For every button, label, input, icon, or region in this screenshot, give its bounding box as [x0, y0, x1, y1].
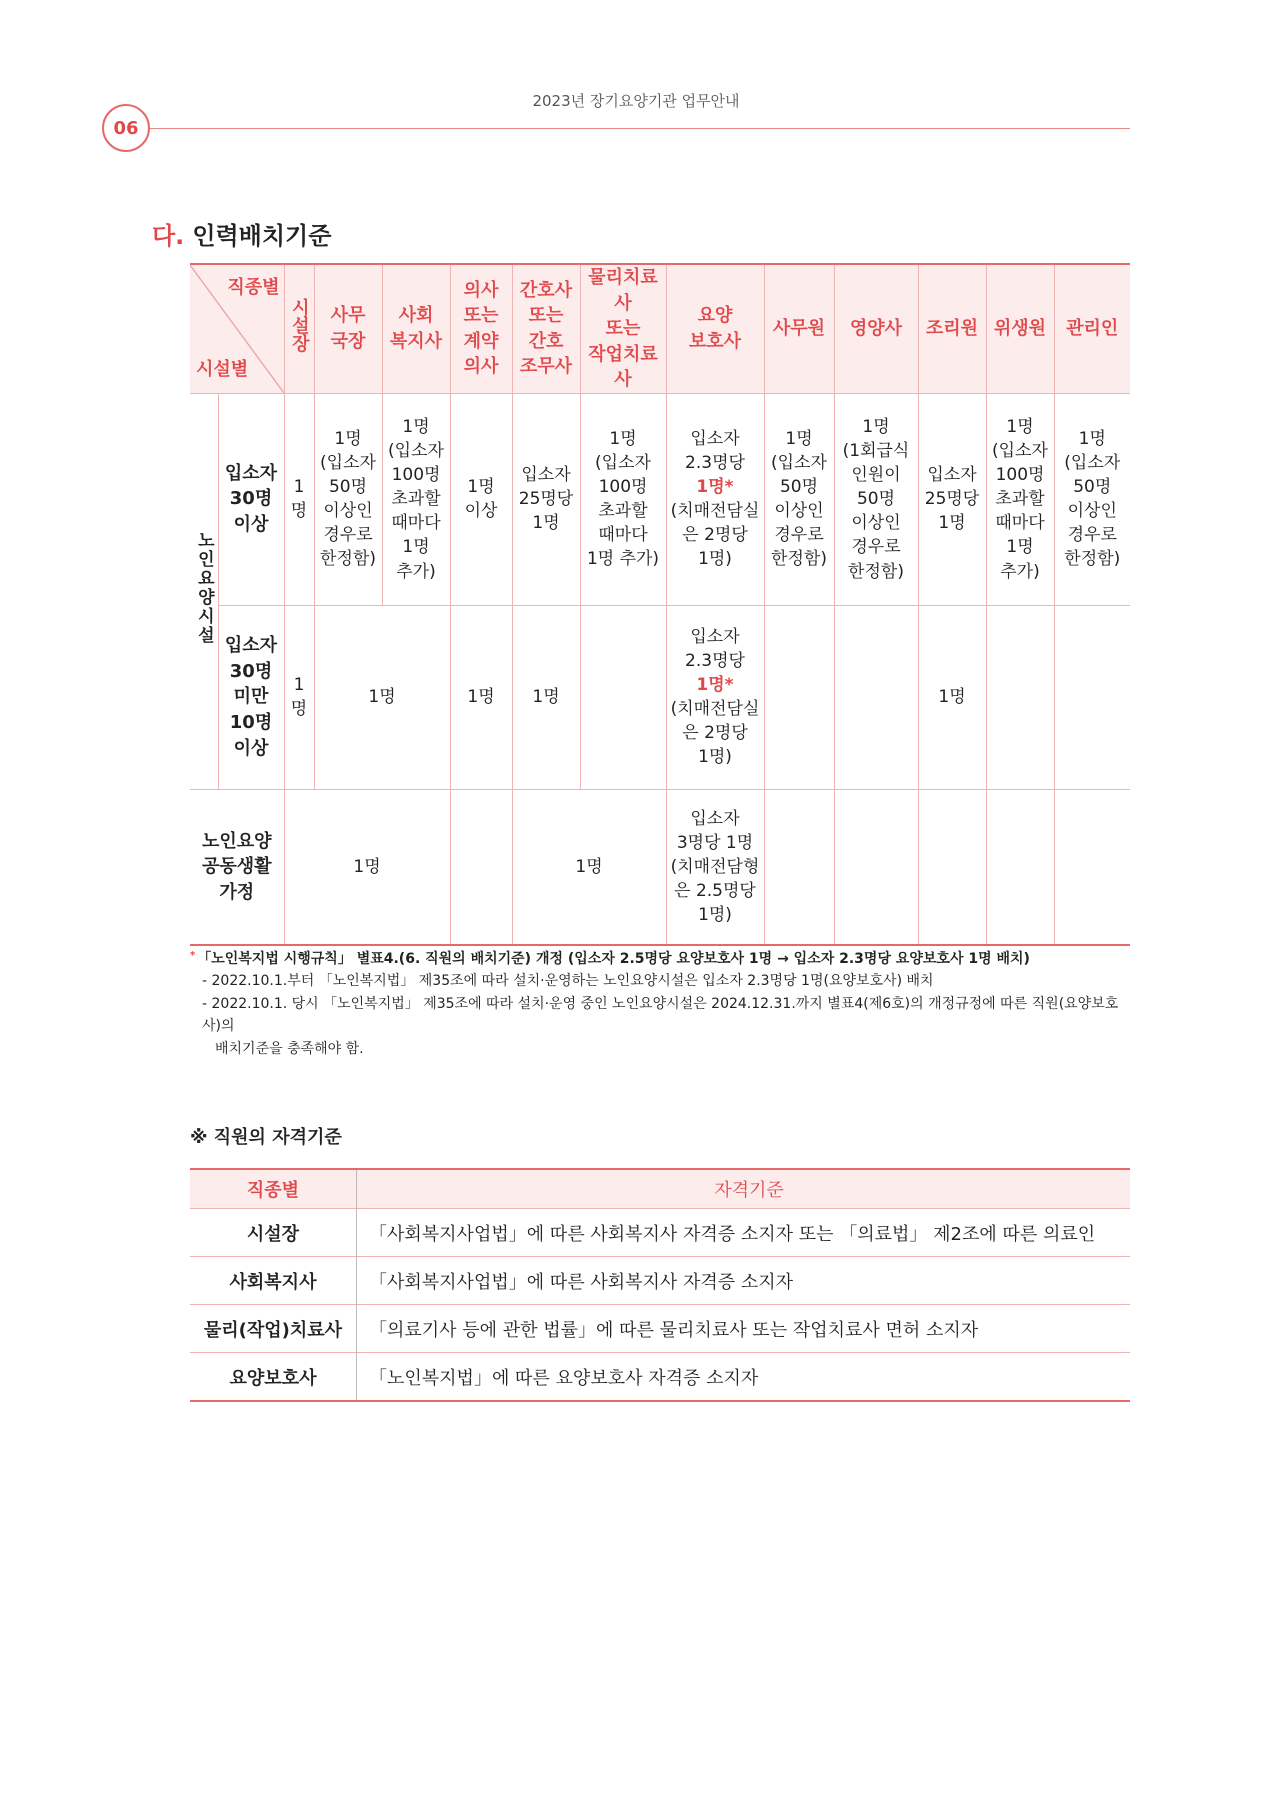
table-row [190, 1353, 1130, 1402]
table-row [190, 789, 1130, 945]
table-cell: 1명 (입소자 100명 초과할 때마다 1명 추가) [382, 393, 450, 605]
column-header: 간호사 또는 간호 조무사 [512, 264, 580, 393]
job-cell: 시설장 [190, 1209, 357, 1257]
table-cell [450, 789, 512, 945]
column-header: 의사 또는 계약 의사 [450, 264, 512, 393]
table-cell [764, 789, 834, 945]
qualification-title: ※ 직원의 자격기준 [190, 1127, 342, 1148]
care-ratio-highlight: 1명* [696, 477, 734, 498]
table-cell [986, 789, 1054, 945]
footnotes [190, 948, 1130, 1060]
page-number: 06 [113, 117, 139, 139]
row-label: 입소자 30명 이상 [218, 393, 284, 605]
table-cell: 입소자 2.3명당 1명* (치매전담실 은 2명당 1명) [666, 393, 764, 605]
table-row [190, 1209, 1130, 1257]
table-cell [580, 605, 666, 789]
table-cell [764, 605, 834, 789]
table-cell: 1명 [512, 605, 580, 789]
table-cell [834, 789, 918, 945]
table-cell: 1명 (1회급식 인원이 50명 이상인 경우로 한정함) [834, 393, 918, 605]
corner-header [190, 264, 284, 393]
footnote-sub: - 2022.10.1.부터 「노인복지법」 제35조에 따라 설치·운영하는 노인요양시설은 입소자 2.3명당 1명(요양보호사) 배치 [202, 973, 934, 990]
footnote-star: * [190, 950, 196, 961]
criteria-cell: 「노인복지법」에 따른 요양보호사 자격증 소지자 [357, 1353, 1131, 1402]
table-cell: 1명 [284, 605, 314, 789]
page-number-badge [102, 104, 150, 152]
table-cell: 1명 [284, 789, 450, 945]
footnote-main: * 「노인복지법 시행규칙」 별표4.(6. 직원의 배치기준) 개정 (입소자 2.5명당 요양보호사 1명 → 입소자 2.3명당 요양보호사 1명 배치) [190, 950, 1030, 967]
document-title: 2023년 장기요양기관 업무안내 [532, 92, 740, 110]
table-cell: 1명 이상 [450, 393, 512, 605]
section-title-text: 인력배치기준 [192, 222, 332, 250]
job-cell: 사회복지사 [190, 1257, 357, 1305]
table-row [190, 1305, 1130, 1353]
table-cell [1054, 605, 1130, 789]
table-cell [918, 789, 986, 945]
column-header: 물리치료사 또는 작업치료사 [580, 264, 666, 393]
qualification-table [190, 1168, 1130, 1402]
staffing-header-row [190, 264, 1130, 393]
footnote-sub-continued: 배치기준을 충족해야 함. [215, 1040, 364, 1057]
table-cell: 1명 [450, 605, 512, 789]
table-cell: 입소자 25명당 1명 [918, 393, 986, 605]
column-header: 요양 보호사 [666, 264, 764, 393]
table-cell [834, 605, 918, 789]
table-cell: 1명 (입소자 50명 이상인 경우로 한정함) [314, 393, 382, 605]
staffing-table [190, 263, 1130, 946]
group-label-cell: 노인요양시설 [190, 393, 218, 789]
table-cell: 1명 [512, 789, 666, 945]
table-cell: 입소자 3명당 1명 (치매전담형 은 2.5명당 1명) [666, 789, 764, 945]
header-divider [150, 128, 1130, 129]
criteria-cell: 「사회복지사업법」에 따른 사회복지사 자격증 소지자 또는 「의료법」 제2조에 따른 의료인 [357, 1209, 1131, 1257]
section-title [152, 216, 331, 251]
table-cell [986, 605, 1054, 789]
table-cell: 입소자 2.3명당 1명* (치매전담실 은 2명당 1명) [666, 605, 764, 789]
table-cell: 1명 [284, 393, 314, 605]
job-cell: 물리(작업)치료사 [190, 1305, 357, 1353]
column-header: 직종별 [190, 1169, 357, 1209]
column-header: 영양사 [834, 264, 918, 393]
column-header: 조리원 [918, 264, 986, 393]
corner-bottom-label: 시설별 [196, 359, 249, 381]
criteria-cell: 「의료기사 등에 관한 법률」에 따른 물리치료사 또는 작업치료사 면허 소지자 [357, 1305, 1131, 1353]
column-header: 관리인 [1054, 264, 1130, 393]
table-row [190, 1257, 1130, 1305]
footnote-sub: - 2022.10.1. 당시 「노인복지법」 제35조에 따라 설치·운영 중인 노인요양시설은 2024.12.31.까지 별표4(제6호)의 개정규정에 따른 직원(요양보호사)의 [202, 995, 1119, 1035]
table-cell: 1명 (입소자 50명 이상인 경우로 한정함) [1054, 393, 1130, 605]
table-cell: 입소자 25명당 1명 [512, 393, 580, 605]
column-header: 자격기준 [357, 1169, 1131, 1209]
column-header: 사무 국장 [314, 264, 382, 393]
table-row [190, 605, 1130, 789]
table-cell: 1명 (입소자 50명 이상인 경우로 한정함) [764, 393, 834, 605]
table-row [190, 393, 1130, 605]
row-label: 노인요양 공동생활 가정 [190, 789, 284, 945]
table-cell [1054, 789, 1130, 945]
job-cell: 요양보호사 [190, 1353, 357, 1402]
column-header: 사무원 [764, 264, 834, 393]
table-cell: 1명 [918, 605, 986, 789]
table-cell: 1명 (입소자 100명 초과할 때마다 1명 추가) [986, 393, 1054, 605]
row-label: 입소자 30명 미만 10명 이상 [218, 605, 284, 789]
criteria-cell: 「사회복지사업법」에 따른 사회복지사 자격증 소지자 [357, 1257, 1131, 1305]
care-ratio-highlight: 1명* [696, 675, 734, 696]
qualification-header-row [190, 1169, 1130, 1209]
section-prefix: 다. [152, 222, 185, 250]
column-header: 위생원 [986, 264, 1054, 393]
column-header: 시설장 [284, 264, 314, 393]
corner-top-label: 직종별 [227, 277, 280, 298]
column-header: 사회 복지사 [382, 264, 450, 393]
table-cell: 1명 [314, 605, 450, 789]
table-cell: 1명 (입소자 100명 초과할 때마다 1명 추가) [580, 393, 666, 605]
